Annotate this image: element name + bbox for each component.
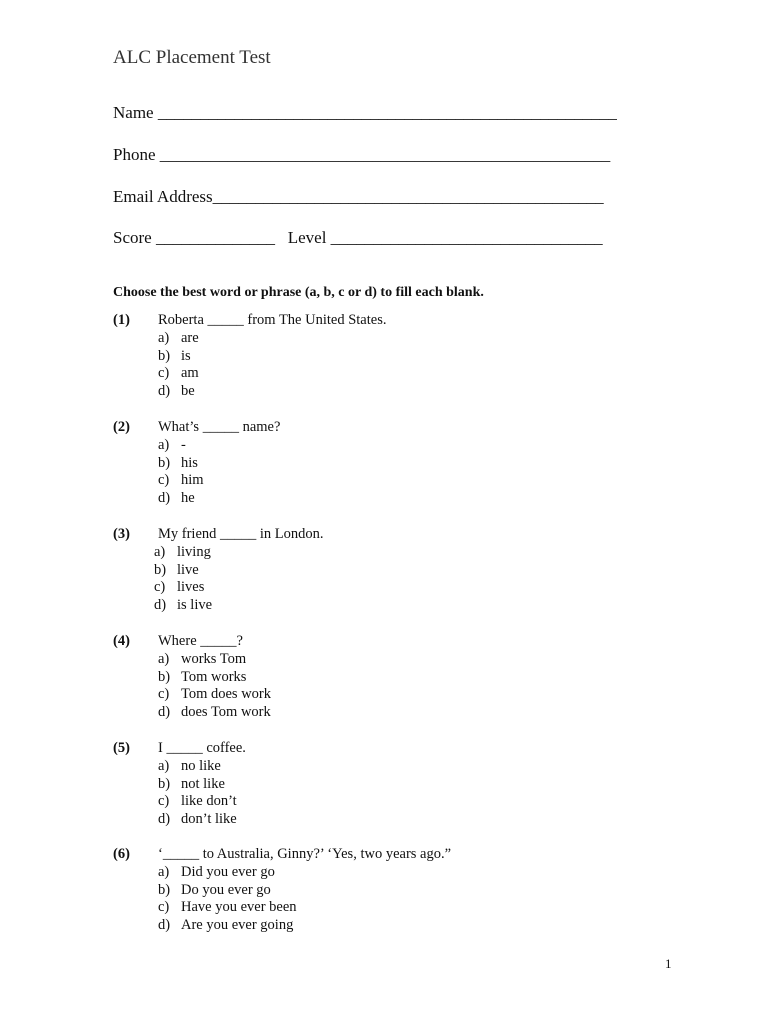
option-d[interactable] (158, 917, 297, 935)
question-stem: My friend _____ in London. (158, 526, 324, 542)
option-b[interactable] (158, 455, 204, 473)
answer-options (158, 330, 199, 401)
instructions: Choose the best word or phrase (a, b, c or d) to fill each blank. (113, 285, 484, 300)
name-label: Name (113, 103, 154, 122)
option-b[interactable] (158, 776, 237, 794)
option-text: be (181, 383, 195, 400)
option-b[interactable] (158, 348, 199, 366)
option-letter: b) (158, 881, 171, 898)
option-b[interactable] (154, 562, 212, 580)
option-letter: c) (158, 793, 170, 810)
option-c[interactable] (158, 472, 204, 490)
option-letter: b) (158, 454, 171, 471)
option-d[interactable] (158, 811, 237, 829)
option-a[interactable] (158, 330, 199, 348)
option-letter: d) (158, 490, 171, 507)
name-field[interactable] (113, 103, 617, 123)
option-text: like don’t (181, 793, 237, 810)
question-stem: Where _____? (158, 633, 243, 649)
question-stem: ‘_____ to Australia, Ginny?’ ‘Yes, two years ago.” (158, 846, 452, 862)
option-a[interactable] (158, 864, 297, 882)
option-letter: a) (158, 757, 170, 774)
option-d[interactable] (158, 383, 199, 401)
option-a[interactable] (158, 437, 204, 455)
option-letter: a) (154, 543, 166, 560)
phone-field[interactable] (113, 145, 610, 165)
option-letter: c) (158, 472, 170, 489)
option-d[interactable] (154, 597, 212, 615)
option-c[interactable] (154, 579, 212, 597)
name-line: ______________________________________________________ (157, 103, 617, 122)
question-number: (5) (113, 740, 130, 756)
option-text: living (177, 543, 211, 560)
option-letter: b) (154, 561, 167, 578)
option-text: - (181, 436, 186, 453)
question-number: (2) (113, 419, 130, 435)
option-letter: a) (158, 863, 170, 880)
option-text: don’t like (181, 811, 237, 828)
email-label: Email Address (113, 187, 213, 206)
option-letter: b) (158, 668, 171, 685)
option-c[interactable] (158, 686, 271, 704)
option-c[interactable] (158, 899, 297, 917)
option-letter: c) (158, 365, 170, 382)
question-stem: Roberta _____ from The United States. (158, 312, 387, 328)
option-letter: d) (154, 597, 167, 614)
option-letter: d) (158, 383, 171, 400)
email-field[interactable] (113, 187, 604, 207)
score-field[interactable] (113, 228, 279, 247)
option-text: lives (177, 579, 205, 596)
option-text: his (181, 454, 198, 471)
option-b[interactable] (158, 669, 271, 687)
phone-label: Phone (113, 145, 156, 164)
page-title: ALC Placement Test (113, 47, 271, 68)
option-text: is (181, 347, 191, 364)
option-letter: d) (158, 704, 171, 721)
answer-options (158, 651, 271, 722)
score-label: Score (113, 228, 152, 247)
question-stem: I _____ coffee. (158, 740, 246, 756)
question-number: (3) (113, 526, 130, 542)
option-text: Did you ever go (181, 863, 275, 880)
question-number: (1) (113, 312, 130, 328)
option-letter: c) (158, 686, 170, 703)
score-level-row (113, 228, 603, 248)
option-a[interactable] (158, 758, 237, 776)
option-text: does Tom work (181, 704, 271, 721)
score-line: ______________ (155, 228, 275, 247)
answer-options (158, 864, 297, 935)
page-number: 1 (665, 956, 672, 971)
question-number: (6) (113, 846, 130, 862)
option-b[interactable] (158, 882, 297, 900)
option-text: works Tom (181, 650, 247, 667)
option-letter: b) (158, 775, 171, 792)
option-text: are (181, 329, 199, 346)
option-text: not like (181, 775, 225, 792)
option-text: is live (177, 597, 213, 614)
option-text: him (181, 472, 204, 489)
option-a[interactable] (158, 651, 271, 669)
option-letter: d) (158, 811, 171, 828)
option-letter: c) (158, 899, 170, 916)
option-text: am (181, 365, 199, 382)
option-text: Do you ever go (181, 881, 271, 898)
option-text: he (181, 490, 195, 507)
option-c[interactable] (158, 793, 237, 811)
option-letter: a) (158, 650, 170, 667)
option-text: Tom does work (181, 686, 272, 703)
option-letter: b) (158, 347, 171, 364)
option-text: Tom works (181, 668, 247, 685)
level-label: Level (287, 228, 327, 247)
option-text: Are you ever going (181, 917, 294, 934)
option-text: Have you ever been (181, 899, 297, 916)
option-letter: a) (158, 329, 170, 346)
option-a[interactable] (154, 544, 212, 562)
email-line: ______________________________________________ (212, 187, 604, 206)
answer-options (154, 544, 212, 615)
option-text: live (177, 561, 199, 578)
option-text: no like (181, 757, 221, 774)
question-stem: What’s _____ name? (158, 419, 281, 435)
answer-options (158, 758, 237, 829)
level-line: ________________________________ (330, 228, 603, 247)
question-number: (4) (113, 633, 130, 649)
answer-options (158, 437, 204, 508)
option-d[interactable] (158, 490, 204, 508)
level-field[interactable] (288, 228, 603, 247)
option-c[interactable] (158, 365, 199, 383)
option-letter: a) (158, 436, 170, 453)
option-letter: c) (154, 579, 166, 596)
option-d[interactable] (158, 704, 271, 722)
option-letter: d) (158, 917, 171, 934)
phone-line: _____________________________________________________ (159, 145, 611, 164)
